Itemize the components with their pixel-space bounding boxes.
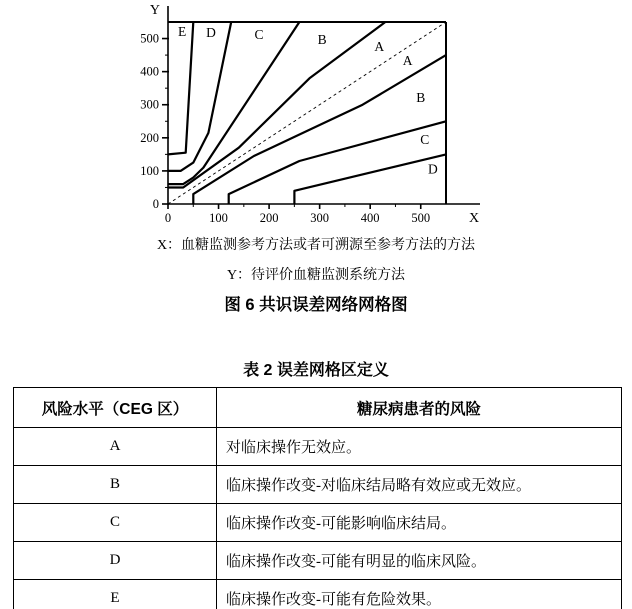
zone-label-C: C bbox=[254, 27, 264, 43]
x-tick-label: 0 bbox=[164, 211, 172, 225]
risk-cell: 临床操作改变-可能影响临床结局。 bbox=[217, 504, 622, 542]
table-row bbox=[14, 428, 622, 466]
x-tick-label: 100 bbox=[209, 211, 228, 225]
figure-caption: 图 6 共识误差网络网格图 bbox=[224, 296, 408, 314]
x-axis-label: X bbox=[468, 211, 480, 226]
x-tick-label: 500 bbox=[411, 211, 431, 225]
zone-cell: E bbox=[14, 580, 217, 609]
zone-boundary-upper-D bbox=[168, 22, 193, 154]
ceg-zone-definition-table bbox=[13, 387, 622, 609]
zone-label-C: C bbox=[420, 131, 430, 147]
zone-label-A: A bbox=[374, 39, 385, 55]
table-row bbox=[14, 542, 622, 580]
identity-diagonal-line bbox=[168, 22, 446, 204]
y-tick-label: 500 bbox=[140, 31, 159, 46]
column-header-patient-risk: 糖尿病患者的风险 bbox=[217, 388, 622, 428]
zone-boundary-upper-C bbox=[168, 22, 231, 171]
table-title: 表 2 误差网格区定义 bbox=[243, 362, 389, 379]
y-tick-label: 300 bbox=[140, 97, 159, 112]
table-row bbox=[14, 504, 622, 542]
zone-boundary-lower-C bbox=[294, 154, 446, 204]
table-row bbox=[14, 466, 622, 504]
zone-cell: D bbox=[14, 542, 217, 580]
zone-cell: B bbox=[14, 466, 217, 504]
zone-boundary-upper-A bbox=[168, 22, 385, 188]
zone-label-D: D bbox=[206, 25, 216, 41]
x-tick-label: 400 bbox=[360, 211, 380, 225]
risk-cell: 临床操作改变-可能有明显的临床风险。 bbox=[217, 542, 622, 580]
zone-cell: C bbox=[14, 504, 217, 542]
risk-cell: 对临床操作无效应。 bbox=[217, 428, 622, 466]
y-tick-label: 400 bbox=[140, 64, 159, 79]
table-header-row bbox=[14, 388, 622, 428]
risk-cell: 临床操作改变-可能有危险效果。 bbox=[217, 580, 622, 609]
zone-label-B: B bbox=[317, 31, 327, 47]
y-axis-definition-caption: Y：待评价血糖监测系统方法 bbox=[226, 268, 406, 283]
table-row bbox=[14, 580, 622, 609]
risk-cell: 临床操作改变-对临床结局略有效应或无效应。 bbox=[217, 466, 622, 504]
zone-label-B: B bbox=[416, 90, 426, 106]
x-axis-definition-caption: X：血糖监测参考方法或者可溯源至参考方法的方法 bbox=[156, 238, 476, 253]
consensus-error-grid-chart bbox=[106, 0, 486, 232]
zone-label-A: A bbox=[402, 53, 413, 69]
zone-label-D: D bbox=[427, 161, 438, 177]
y-axis-label: Y bbox=[149, 3, 160, 18]
x-tick-label: 200 bbox=[259, 211, 279, 225]
zone-cell: A bbox=[14, 428, 217, 466]
y-tick-label: 100 bbox=[140, 163, 159, 178]
y-tick-label: 200 bbox=[140, 130, 159, 145]
x-tick-label: 300 bbox=[310, 211, 330, 225]
column-header-risk-level: 风险水平（CEG 区） bbox=[14, 388, 217, 428]
zone-label-E: E bbox=[178, 23, 187, 39]
y-tick-label: 0 bbox=[152, 197, 159, 211]
zone-boundary-lower-A bbox=[193, 55, 446, 204]
